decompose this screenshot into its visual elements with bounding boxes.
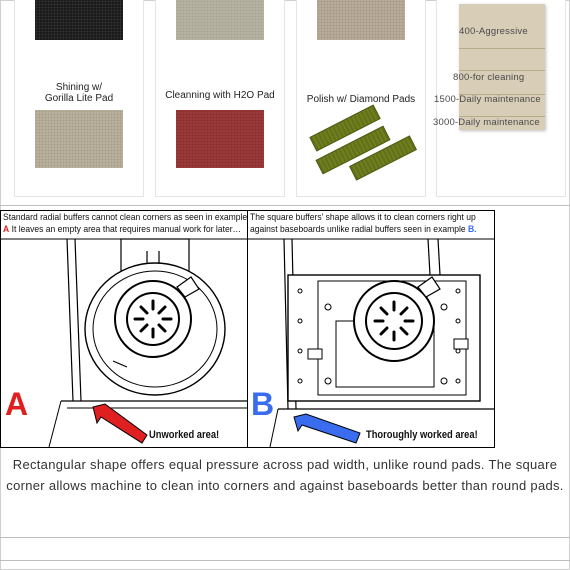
grit-pad-stack-image [459,4,545,130]
square-buffer-drawing [248,211,494,447]
product-caption [15,82,143,104]
radial-buffer-illustration [0,210,248,448]
red-arrow-icon [93,404,147,443]
product-caption: Cleanning with H2O Pad [165,90,275,101]
blue-arrow-icon [294,414,360,443]
illustration-caption-a: Standard radial buffers cannot clean corners as seen in example A It leaves an empty area that requires manual work for later… [3,212,248,235]
grit-label-3000: 3000-Daily maintenance [433,117,540,128]
product-description: Rectangular shape offers equal pressure across pad width, unlike round pads. The square corner allows machine to clean into corners and against baseboards better than round pads. [6,457,564,493]
example-letter-a: A [5,386,29,422]
grit-label-800: 800-for cleaning [453,72,525,83]
radial-buffer-drawing [1,211,247,447]
product-card-diamond[interactable] [296,0,426,197]
product-card-h2o[interactable] [155,0,285,197]
product-card-grit-chart[interactable] [433,0,566,197]
h2o-pad-image [176,110,264,168]
product-caption: Polish w/ Diamond Pads [306,94,416,105]
product-caption-line1: Shining w/ [55,82,103,93]
worked-area-label: Thoroughly worked area! [366,429,478,441]
black-pad-image [35,0,123,40]
grit-label-1500: 1500-Daily maintenance [434,94,541,105]
product-card-gorilla-lite[interactable] [14,0,144,197]
grit-label-400: 400-Aggressive [459,26,528,37]
square-buffer-illustration [247,210,495,448]
section-divider [0,560,570,561]
gorilla-lite-pad-image [35,110,123,168]
grey-pad-image [176,0,264,40]
unworked-area-label: Unworked area! [149,429,220,441]
section-divider [0,205,570,206]
example-letter-b: B [251,386,275,422]
product-caption-line2: Gorilla Lite Pad [44,93,114,104]
illustration-caption-b: The square buffers' shape allows it to clean corners right up against baseboards unlike radial buffers seen in example B. [250,212,477,235]
section-divider [0,537,570,538]
tan-pad-image [317,0,405,40]
